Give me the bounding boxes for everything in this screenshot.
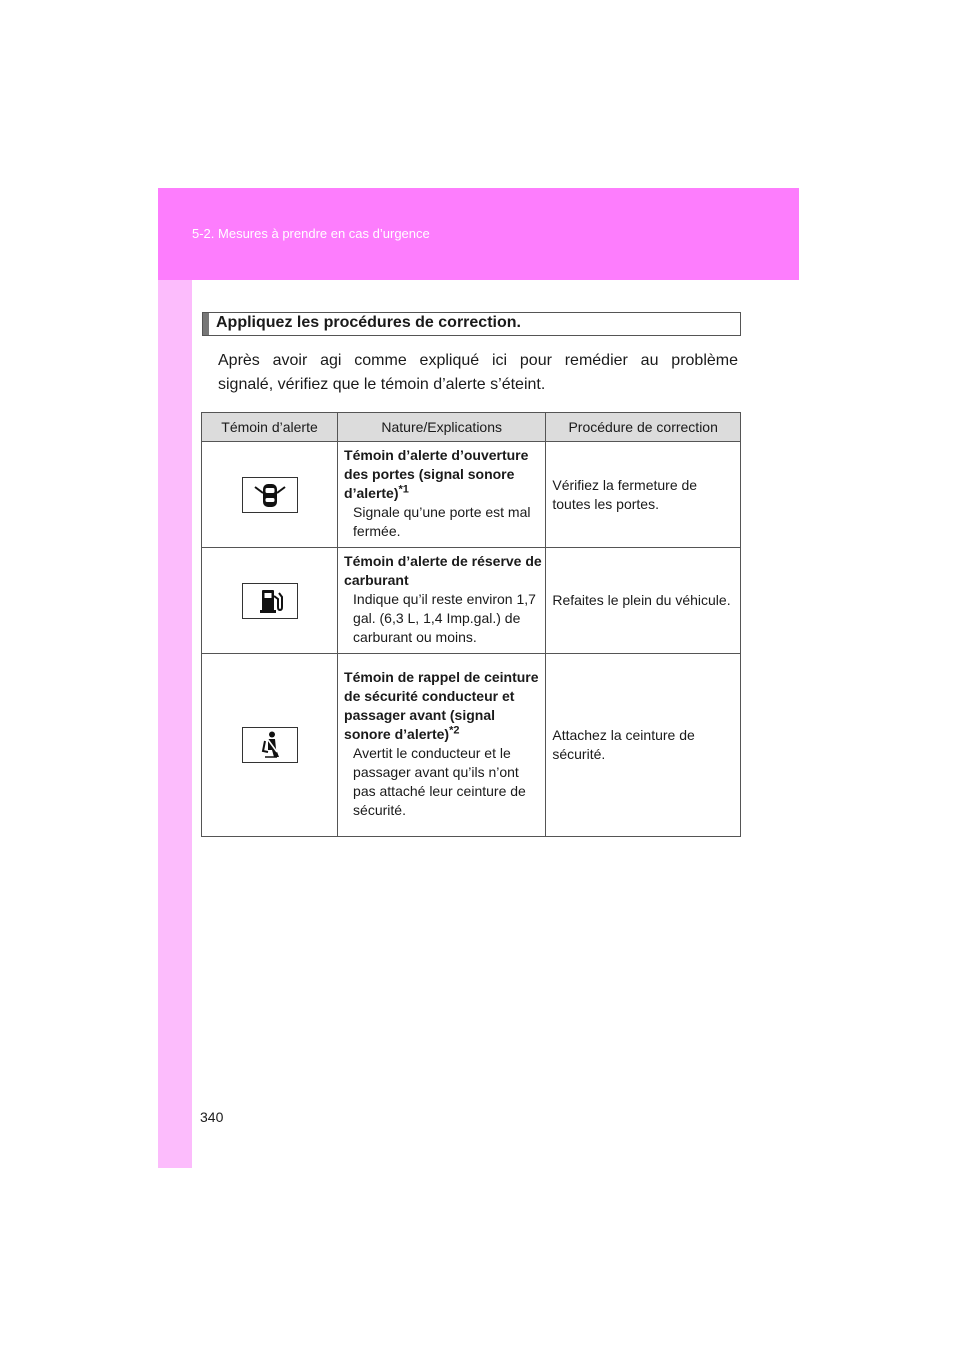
column-header-light: Témoin d’alerte (202, 413, 338, 442)
procedure-cell: Attachez la ceinture de sécurité. (546, 654, 741, 837)
procedure-cell: Refaites le plein du véhicule. (546, 548, 741, 654)
intro-line-2: signalé, vérifiez que le témoin d’alerte s’éteint. (218, 376, 546, 393)
warning-light-table (201, 412, 741, 837)
nature-cell (338, 548, 546, 654)
nature-title: Témoin de rappel de ceinture de sécurité conducteur et passager avant (signal sonore d’alerte)$^{*2}$ (344, 669, 539, 742)
intro-line-1: Après avoir agi comme expliqué ici pour remédier au problème (218, 352, 738, 369)
footnote-marker: *2 (449, 724, 460, 737)
nature-cell (338, 654, 546, 837)
column-header-procedure: Procédure de correction (546, 413, 741, 442)
procedure-cell: Vérifiez la fermeture de toutes les portes. (546, 442, 741, 548)
nature-description: Signale qu’une porte est mal fermée. (353, 504, 531, 539)
nature-title: Témoin d’alerte de réserve de carburant (344, 553, 542, 588)
table-row-door (202, 442, 741, 548)
table-row-fuel (202, 548, 741, 654)
light-cell (202, 442, 338, 548)
section-title: 5-2. Mesures à prendre en cas d’urgence (192, 226, 430, 241)
nature-cell (338, 442, 546, 548)
intro-paragraph (218, 349, 738, 397)
column-header-nature: Nature/Explications (338, 413, 546, 442)
heading-text: Appliquez les procédures de correction. (216, 314, 521, 331)
seatbelt-reminder-icon (242, 727, 298, 763)
procedure-heading (202, 312, 741, 336)
light-cell (202, 654, 338, 837)
heading-marker (203, 313, 209, 335)
page-side-band (158, 188, 192, 1168)
page-number: 340 (200, 1109, 224, 1125)
nature-description: Indique qu’il reste environ 1,7 gal. (6,3 L, 1,4 Imp.gal.) de carburant ou moins. (353, 591, 536, 645)
nature-description: Avertit le conducteur et le passager avant qu’ils n’ont pas attaché leur ceinture de sécurité. (353, 745, 526, 818)
footnote-marker: *1 (398, 483, 409, 496)
door-ajar-warning-icon (242, 477, 298, 513)
nature-title: Témoin d’alerte d’ouverture des portes (signal sonore d’alerte)$^{*1}$ (344, 447, 529, 501)
table-header-row (202, 413, 741, 442)
low-fuel-warning-icon (242, 583, 298, 619)
light-cell (202, 548, 338, 654)
table-row-seatbelt (202, 654, 741, 837)
